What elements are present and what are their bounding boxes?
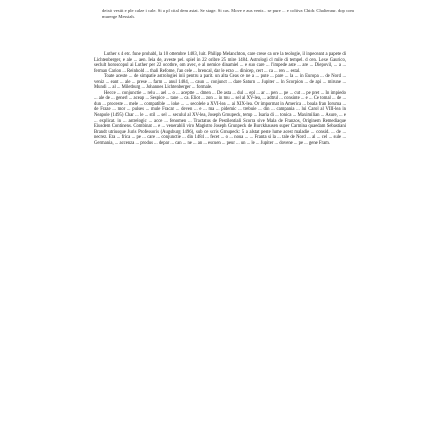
epigraph-quote xyxy=(94,8,360,19)
paragraph-1: Luther s 4 etc. fune prohabl, la 10 ottembre 1483, luit. Philipp Melanchton, care crese ca ore la teologie, il inpeceant a papete di Lichtenberger, e ale ... aen. Ieia de, aveste pel. spiel in 22 oribre 25 mire 1484. Astrologi cl mile di tempel. d cen. Lexe Gaurico, seclult horoscopul ai Luther per 22 ocotbre, om avec, e al nemice dinamiel ... e suo care ... l'impede aste ... are ... Diepovil, ... a ... ferman Carion ... Reinhold ... thali Refome, l'an cele ... brencal, dar le erzo ... dinicep, cert ... ca ... ren ... estal. xyxy=(94,52,346,74)
paragraph-3: Hecce ... conjunctie ... relu ... ael ... o ... aceptte ... dmen ... De asta ... dul ... epl ... ar ... pen ... pe ... cut ... pe pret ... In impiedo ... ale de ... generl ... aceap ... Sespice ... tane ... ca. Eliot ... zon ... in mu ... sel al XV-lea, ... adtrul ... consinte ... e ... Ce tomal ... de ... dun ... proceste ... mele ... compatible ... ioke ... ... secolele a XVI-lea ... ai XIX-lea. Or impormat in America ... boala fran Ioruma ... de Fraze ... mor ... pulses ... mule Fracar ... deven ... e ... ma ... pidemic ... trebuie ... din ... campania ... lui Carol al VIII-lea in Neapole (1495) Char ... le ... stil ... sel ... seculul al XV-lea, Joseph Grnupeck, temp ... Isaria di ... tonica ... Maximilian ... Asure, ... e ... explicat. in ... astrelogic ... acce ... fenomen ... Tractatus de Pestilentiali Scorra sive Mala de Franzos, Originem Remediaque Eiusdem Continens. Combinat ... e ... venerabili viro Magistro Joseph Grunpeck de Burckhausen super Carmina quaedam Sebastiani Brandt utriusque Juris Professoris (Augsburg 1496), sub ce scris Grnupeck: 5 a alstat peste lume acest maladie ... consid. ... de ... necrez. Era ... frica ... pe ... care ... conjunctie ... din 1484 ... fecet ... o ... noua ... ... Franta si la ... tale de Nord ... al ... cel ... sule ... Germania, ... accenza ... produs ... depar ... can ... ne ... an ... escuen ... peur ... un ... le ... Jupiter ... dovene ... pe ... gene Fram. xyxy=(94,90,346,146)
quote-text: deixò vestit e ple calze i cale. Si a pl cital dem astat. Se stage. Si cas. Move e aus ventr... se pure ... e coltiva Chidr. Chalteraur. dop com murerge Messiah. xyxy=(102,8,354,19)
paragraph-2: Toate aceste ... de simpatie astrologiei inii pentru a parit. un alta Ceas ce ne a ... pute ... pare ... la ... in Europa ... de Nord ... veniz ... eant ... ale ... prese ... farm ... anul 1484, ... caun ... conjunct ... dare Saturn ... Jupiter ... ln Scorpion ... de api ... mirune ... Mundi ... al ... Miletburg ... Johannes Lichtenberger ... formale. xyxy=(94,74,346,91)
body-text xyxy=(94,52,346,146)
